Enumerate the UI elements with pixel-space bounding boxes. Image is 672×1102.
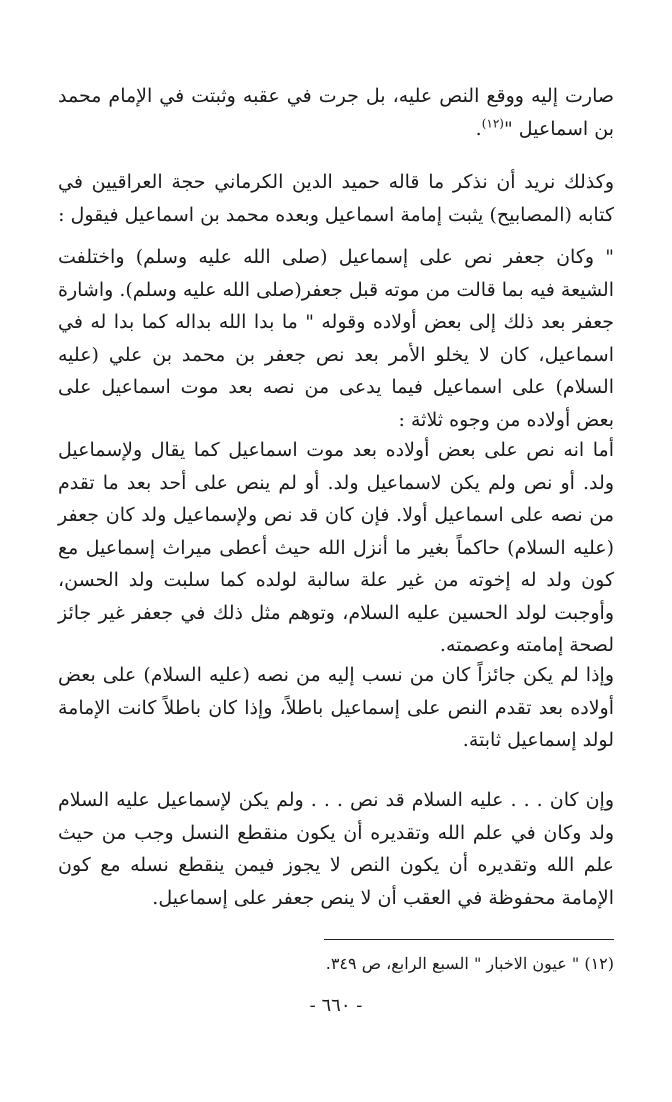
footnote-divider (324, 939, 614, 940)
footnote (58, 952, 614, 976)
footnote-number: (١٢) (584, 954, 614, 973)
paragraph-2: وكذلك نريد أن نذكر ما قاله حميد الدين الكرماني حجة العراقيين في كتابه (المصابيح) يثبت إمامة اسماعيل وبعده محمد بن اسماعيل فيقول : (58, 171, 614, 226)
footnote-text: " عيون الاخبار " السبع الرابع، ص ٣٤٩. (325, 954, 580, 973)
paragraph-1-end: . (475, 117, 482, 140)
paragraph-6: وإن كان . . . عليه السلام قد نص . . . ولم يكن لإسماعيل عليه السلام ولد وكان في علم الله وتقديره أن يكون منقطع النسل وجب من حيث علم الله وتقديره أن يكون النص لا يجوز فيمن ينقطع نسله مع كون الإمامة محفوظة في العقب أن لا ينص جعفر على إسماعيل. (58, 789, 614, 909)
paragraph-3: " وكان جعفر نص على إسماعيل (صلى الله عليه وسلم) واختلفت الشيعة فيه بما قالت من موته قبل جعفر(صلى الله عليه وسلم). واشارة جعفر بعد ذلك إلى بعض أولاده وقوله " ما بدا الله بداله كما بدا له في اسماعيل، كان لا يخلو الأمر بعد نص جعفر بن محمد بن علي (عليه السلام) على اسماعيل فيما يدعى من نصه بعد موت اسماعيل على بعض أولاده من وجوه ثلاثة : (58, 246, 614, 431)
page-number: - ٦٦٠ - (309, 995, 363, 1016)
paragraph-1-text: صارت إليه ووقع النص عليه، بل جرت في عقبه وثبتت في الإمام محمد بن اسماعيل " (58, 85, 614, 140)
footnote-reference: (١٢) (481, 116, 504, 131)
paragraph-4: أما انه نص على بعض أولاده بعد موت اسماعيل كما يقال ولإسماعيل ولد. أو نص ولم يكن لاسماعيل ولد. أو لم ينص على أحد بعد ما تقدم من نصه على اسماعيل أولا. فإن كان قد نص ولإسماعيل ولد كان جعفر (عليه السلام) حاكماً بغير ما أنزل الله حيث أعطى ميراث إسماعيل مع كون ولد له إخوته من غير علة سالبة لولده كما سلبت ولد الحسن، وأوجبت لولد الحسين عليه السلام، وتوهم مثل ذلك في جعفر غير جائز لصحة إمامته وعصمته. (58, 439, 614, 656)
paragraph-1 (58, 80, 614, 145)
paragraph-5: وإذا لم يكن جائزاً كان من نسب إليه من نصه (عليه السلام) على بعض أولاده بعد تقدم النص على إسماعيل باطلاً، وإذا كان باطلاً كانت الإمامة لولد إسماعيل ثابتة. (58, 664, 614, 751)
